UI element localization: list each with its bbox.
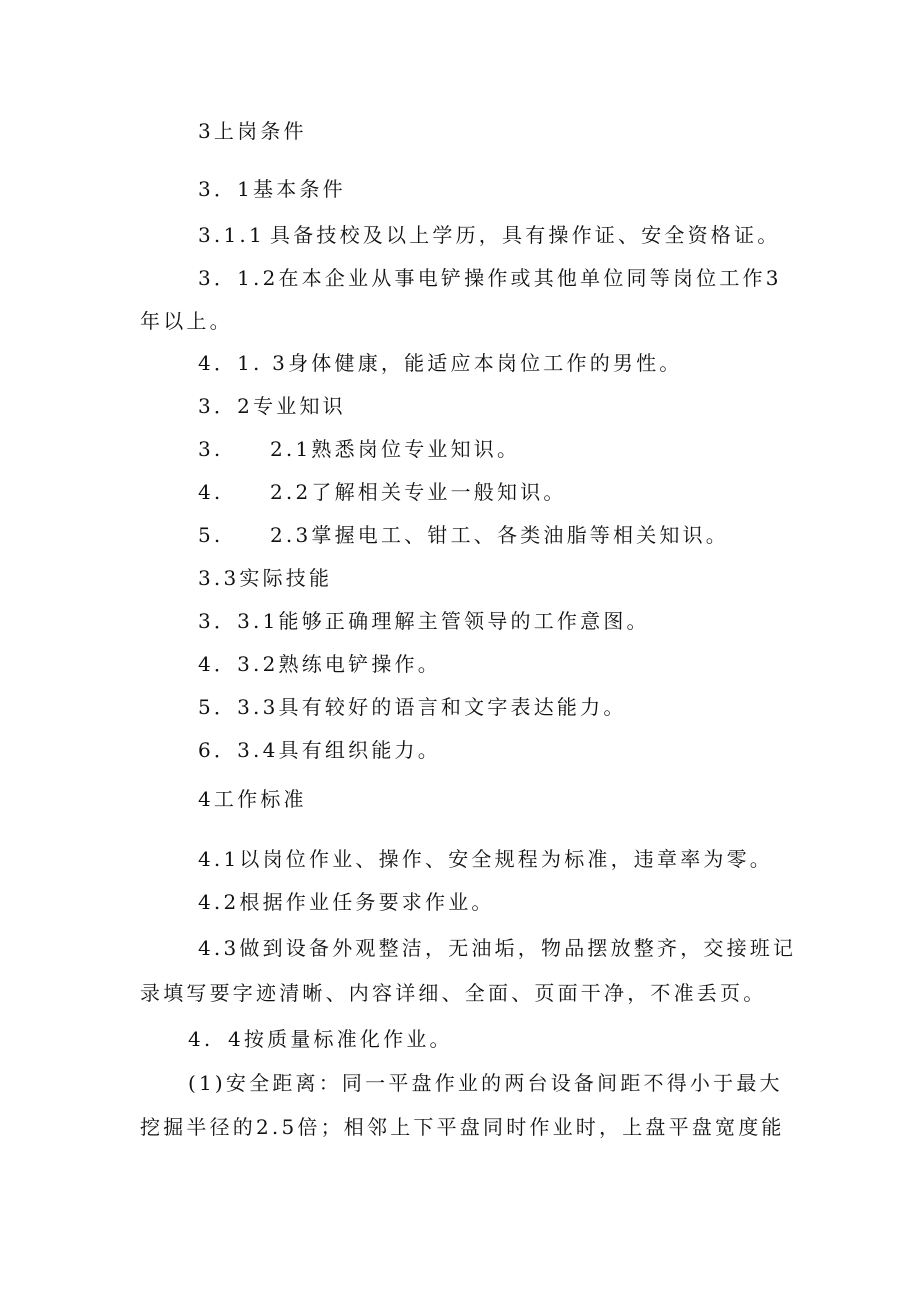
- paragraph-line: 录填写要字迹清晰、内容详细、全面、页面干净，不准丢页。: [140, 981, 767, 1005]
- list-item: 4. 2.2了解相关专业一般知识。: [198, 480, 567, 504]
- list-item: 6．3.4具有组织能力。: [198, 738, 441, 762]
- section-heading: 4工作标准: [198, 787, 307, 811]
- list-item: 3．3.1能够正确理解主管领导的工作意图。: [198, 609, 650, 633]
- list-item: 4．3.2熟练电铲操作。: [198, 652, 441, 676]
- list-item: 5．3.3具有较好的语言和文字表达能力。: [198, 695, 627, 719]
- item-number: 3.1.1: [198, 223, 265, 247]
- subsection-heading: 3．2专业知识: [198, 394, 346, 418]
- list-item: 3. 2.1熟悉岗位专业知识。: [198, 437, 521, 461]
- paragraph-line: 4.2根据作业任务要求作业。: [198, 890, 495, 914]
- paragraph-line: 3．1.2在本企业从事电铲操作或其他单位同等岗位工作3: [198, 266, 782, 290]
- paragraph-line: 年以上。: [140, 309, 233, 333]
- paragraph-line: 3.1.1 具备技校及以上学历，具有操作证、安全资格证。: [198, 223, 781, 247]
- item-number: 5.: [198, 523, 224, 547]
- paragraph-line: (1)安全距离：同一平盘作业的两台设备间距不得小于最大: [188, 1071, 783, 1095]
- item-number: 3.: [198, 437, 224, 461]
- paragraph-line: 挖掘半径的2.5倍；相邻上下平盘同时作业时，上盘平盘宽度能: [140, 1115, 785, 1139]
- paragraph-line: 4．1. 3身体健康，能适应本岗位工作的男性。: [198, 351, 683, 375]
- paragraph-line: 4. 4按质量标准化作业。: [188, 1027, 453, 1051]
- list-item: 5. 2.3掌握电工、钳工、各类油脂等相关知识。: [198, 523, 730, 547]
- subsection-heading: 3．1基本条件: [198, 177, 346, 201]
- item-number: 4.: [188, 1027, 214, 1051]
- subsection-heading: 3.3实际技能: [198, 566, 333, 590]
- item-number: 4.: [198, 480, 224, 504]
- section-heading: 3上岗条件: [198, 119, 307, 143]
- paragraph-line: 4.1以岗位作业、操作、安全规程为标准，违章率为零。: [198, 847, 774, 871]
- paragraph-line: 4.3做到设备外观整洁，无油垢，物品摆放整齐，交接班记: [198, 936, 797, 960]
